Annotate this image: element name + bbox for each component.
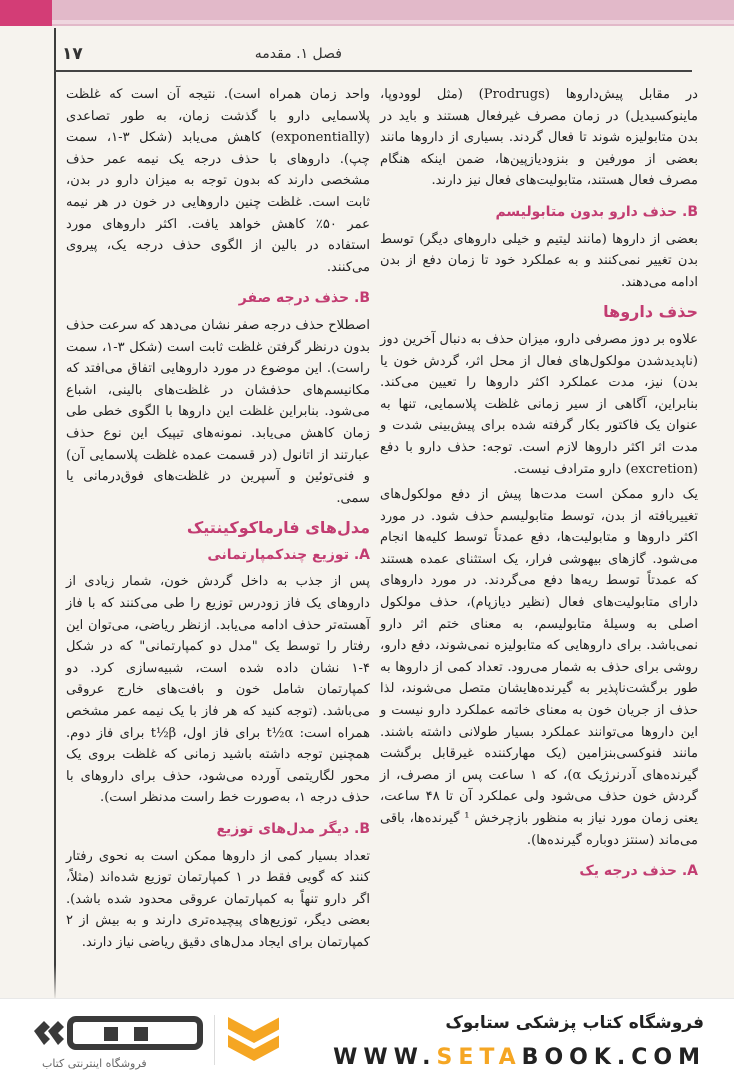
section-heading: A. حذف درجه یک — [579, 863, 698, 880]
top-color-band — [0, 0, 734, 26]
footer-divider — [214, 1015, 215, 1065]
url-highlight: SETA — [436, 1045, 522, 1070]
paragraph: تعداد بسیار کمی از داروها ممکن است به نحوی رفتار کنند که گویی فقط در ۱ کمپارتمان توزیع شده‌اند (مثلاً، اگر دارو تنهاً به کمپارتمان عروقی محدود شده باشد). بعضی دیگر، توزیع‌های پیچیده‌تری دارند و به بیش از ۲ کمپارتمان برای ایجاد مدل‌های دقیق ریاضی نیاز دارند. — [66, 848, 370, 950]
band-stripe — [52, 20, 734, 24]
paragraph: واحد زمان همراه است). نتیجه آن است که غلظت پلاسمایی دارو با گذشت زمان، به طور تصاعدی (exponentially) کاهش می‌یابد (شکل ۳-۱، سمت چپ). داروهای با حذف درجه یک نیمه عمر حذف مشخصی دارند که بدون توجه به میزان دارو در بدن، ثابت است. غلظت چنین داروهایی در خون در هر نیمه عمر ۵۰٪ کاهش خواهد یافت. اکثر داروهای مورد استفاده در بالین از الگوی حذف درجه یک، پیروی می‌کنند. — [66, 87, 370, 275]
page-number: ١٧ — [62, 44, 83, 64]
header-rule — [54, 70, 692, 72]
url-part: WWW. — [333, 1045, 437, 1070]
section-heading: B. حذف درجه صفر — [238, 290, 370, 307]
paragraph: بعضی از داروها (مانند لیتیم و خیلی داروهای دیگر) توسط بدن تغییر نمی‌کنند و به عملکرد خود تا زمان دفع از بدن ادامه می‌دهند. — [380, 231, 698, 290]
section-heading: B. حذف دارو بدون متابولیسم — [495, 203, 698, 220]
page-header — [0, 36, 734, 76]
paragraph: یک دارو ممکن است مدت‌ها پیش از دفع مولکول‌های تغییریافته از بدن، توسط متابولیسم حذف شود. در مورد اکثر داروها و متابولیت‌ها، دفع عمدتاً توسط کلیه‌ها انجام می‌شود. گازهای بیهوشی فرار، یک استثنای عمده هستند که عمدتاً توسط ریه‌ها دفع می‌گردند. در مورد داروهای دارای متابولیت‌های فعال (نظیر دیازپام)، حذف مولکول اصلی به وسیلهٔ متابولیسم، به معنای ختم اثر دارو نمی‌باشد. برای داروهایی که متابولیزه نمی‌شوند، دفع دارو، روشی برای حذف به شمار می‌رود. تعداد کمی از داروها به طور برگشت‌ناپذیر به گیرنده‌هایشان متصل می‌شوند، لذا حذف از جریان خون به معنای خاتمه عملکرد دارو نیست و این داروها می‌توانند عملکرد بسیار طولانی داشته باشند. مانند فنوکسی‌بنزامین (یک مهارکننده غیرقابل برگشت گیرنده‌های آدرنرژیک α)، که ۱ ساعت پس از مصرف، از گردش خون حذف می‌شود ولی عملکرد آن تا ۴۸ ساعت، یعنی زمان مورد نیاز به منظور بازچرخش ¹ گیرنده‌ها، باقی می‌ماند (سنتز دوباره گیرنده‌ها). — [380, 487, 699, 848]
url-part: BOOK.COM — [521, 1045, 706, 1070]
page-fade — [0, 965, 734, 1000]
section-heading: A. توزیع چندکمپارتمانی — [207, 546, 370, 563]
section-heading: مدل‌های فارماکوکینتیک — [186, 518, 370, 538]
section-heading: B. دیگر مدل‌های توزیع — [216, 821, 370, 837]
paragraph: پس از جذب به داخل گردش خون، شمار زیادی از داروهای یک فاز زودرس توزیع را طی می‌کنند که با فاز آهسته‌تر حذف ادامه می‌یابد. ازنظر ریاضی، می‌توان این رفتار را توسط یک "مدل دو کمپارتمانی" که در شکل ۴-۱ نشان داده شده است، شبیه‌سازی کرد. دو کمپارتمان شامل خون و بافت‌های خارج عروقی می‌باشد. (توجه کنید که هر فاز با یک نیمه عمر مشخص همراه است: t½α برای فاز اول، t½β برای فاز دوم. همچنین توجه داشته باشید زمانی که غلظت بروی یک محور لگاریتمی آورده می‌شود، حذف برای داروهای با حذف درجه ۱، به‌صورت خط راست مدنظر است). — [66, 574, 370, 806]
left-column — [66, 84, 370, 958]
chapter-tab — [0, 0, 52, 26]
watermark-footer — [0, 998, 734, 1080]
right-column — [380, 84, 698, 888]
chapter-label: فصل ۱. مقدمه — [254, 46, 342, 62]
paragraph: در مقابل پیش‌داروها (Prodrugs) (مثل لوودوپا، ماینوکسیدیل) در زمان مصرف غیرفعال هستند و باید در بدن متابولیزه شوند تا فعال گردند. بسیاری از داروها مانند بعضی از مورفین و بنزودیازپین‌ها، ضمن اینکه هنگام مصرف فعال هستند، متابولیت‌های فعال نیز دارند. — [380, 87, 699, 189]
section-heading: حذف داروها — [603, 302, 698, 322]
paragraph: علاوه بر دوز مصرفی دارو، میزان حذف به دنبال آخرین دوز (ناپدیدشدن مولکول‌های فعال از محل اثر، گردش خون یا بدن) نیز، مدت عملکرد اکثر داروها را تعیین می‌کند. بنابراین، آگاهی از سیر زمانی غلظت پلاسمایی، تنها به عنوان یک فاکتور بکار گرفته شده برای پیش‌بینی شدت و مدت اثر اکثر داروها لازم است. توجه: حذف دارو با دفع (excretion) دارو مترادف نیست. — [380, 331, 698, 477]
store-url[interactable] — [333, 1045, 706, 1070]
store-name: فروشگاه کتاب پزشکی ستابوک — [445, 1013, 704, 1033]
logo-caption: فروشگاه اینترنتی کتاب — [42, 1057, 147, 1070]
margin-rule — [54, 28, 56, 998]
paragraph: اصطلاح حذف درجه صفر نشان می‌دهد که سرعت حذف بدون درنظر گرفتن غلظت ثابت است (شکل ۳-۱، سمت راست). این موضوع در مورد داروهایی اتفاق می‌افتد که مکانیسم‌های حذفشان در غلظت‌های بالینی، اشباع می‌شود. بنابراین غلظت این داروها با الگوی خطی طی زمان کاهش می‌یابد. نمونه‌های تیپیک این نوع حذف عبارتند از اتانول (در قسمت عمده غلظت پلاسمایی آن) و فنی‌توئین و آسپرین در غلظت‌های فوق‌درمانی یا سمی. — [66, 317, 370, 506]
